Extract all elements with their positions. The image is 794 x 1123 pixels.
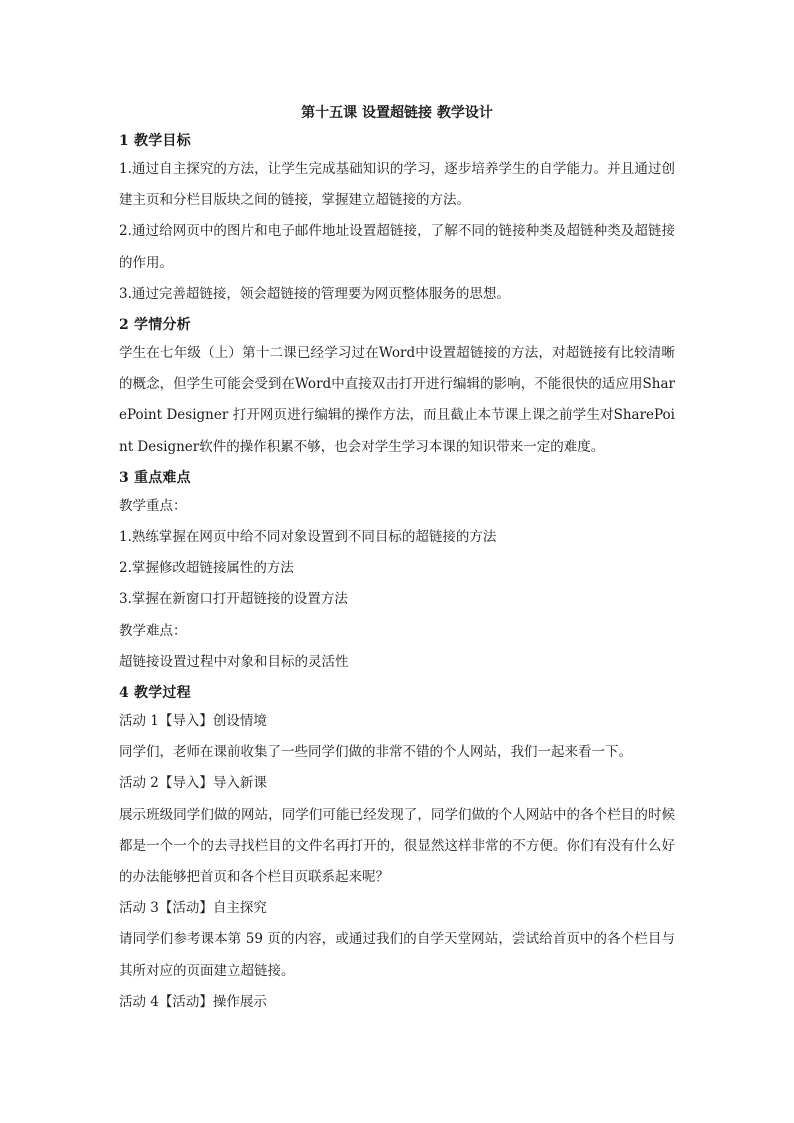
- difficulty-text: 超链接设置过程中对象和目标的灵活性: [119, 653, 349, 670]
- activity-2-text: 展示班级同学们做的网站，同学们可能已经发现了，同学们做的个人网站中的各个栏目的时候都是一个一个的去寻找栏目的文件名再打开的，很显然这样非常的不方便。你们有没有什么好的办法能够把首页和各个栏目页联系起来呢？: [119, 806, 675, 886]
- activity-2-label: 活动 2【导入】导入新课: [119, 775, 267, 792]
- activity-4-label: 活动 4【活动】操作展示: [119, 993, 267, 1010]
- section-heading-process: 4 教学过程: [119, 685, 191, 702]
- section-heading-key-points: 3 重点难点: [119, 469, 191, 486]
- activity-1-text: 同学们，老师在课前收集了一些同学们做的非常不错的个人网站，我们一起来看一下。: [119, 744, 632, 761]
- objective-item-2: 2.通过给网页中的图片和电子邮件地址设置超链接，了解不同的链接种类及超链种类及超链接的作用。: [119, 223, 675, 271]
- difficulty-label: 教学难点：: [119, 622, 187, 639]
- objective-item-3: 3.通过完善超链接，领会超链接的管理要为网页整体服务的思想。: [119, 285, 510, 302]
- section-heading-objectives: 1 教学目标: [119, 133, 191, 149]
- activity-1-label: 活动 1【导入】创设情境: [119, 713, 267, 730]
- activity-3-label: 活动 3【活动】自主探究: [119, 900, 267, 917]
- focus-item-1: 1.熟练掌握在网页中给不同对象设置到不同目标的超链接的方法: [119, 529, 497, 546]
- document-page: [119, 100, 675, 1018]
- section-heading-analysis: 2 学情分析: [119, 317, 191, 334]
- analysis-paragraph: 学生在七年级（上）第十二课已经学习过在Word中设置超链接的方法，对超链接有比较清晰的概念，但学生可能会受到在Word中直接双击打开进行编辑的影响，不能很快的适应用SharePoint Designer 打开网页进行编辑的操作方法，而且截止本节课上课之前学生对SharePoint Designer软件的操作积累不够，也会对学生学习本课的知识带来一定的难度。: [119, 345, 675, 455]
- focus-label: 教学重点：: [119, 497, 187, 514]
- objective-item-1: 1.通过自主探究的方法，让学生完成基础知识的学习，逐步培养学生的自学能力。并且通过创建主页和分栏目版块之间的链接，掌握建立超链接的方法。: [119, 161, 675, 209]
- document-title: 第十五课 设置超链接 教学设计: [301, 105, 493, 121]
- focus-item-3: 3.掌握在新窗口打开超链接的设置方法: [119, 591, 348, 608]
- activity-3-text: 请同学们参考课本第 59 页的内容，或通过我们的自学天堂网站，尝试给首页中的各个栏目与其所对应的页面建立超链接。: [119, 931, 675, 979]
- focus-item-2: 2.掌握修改超链接属性的方法: [119, 560, 294, 577]
